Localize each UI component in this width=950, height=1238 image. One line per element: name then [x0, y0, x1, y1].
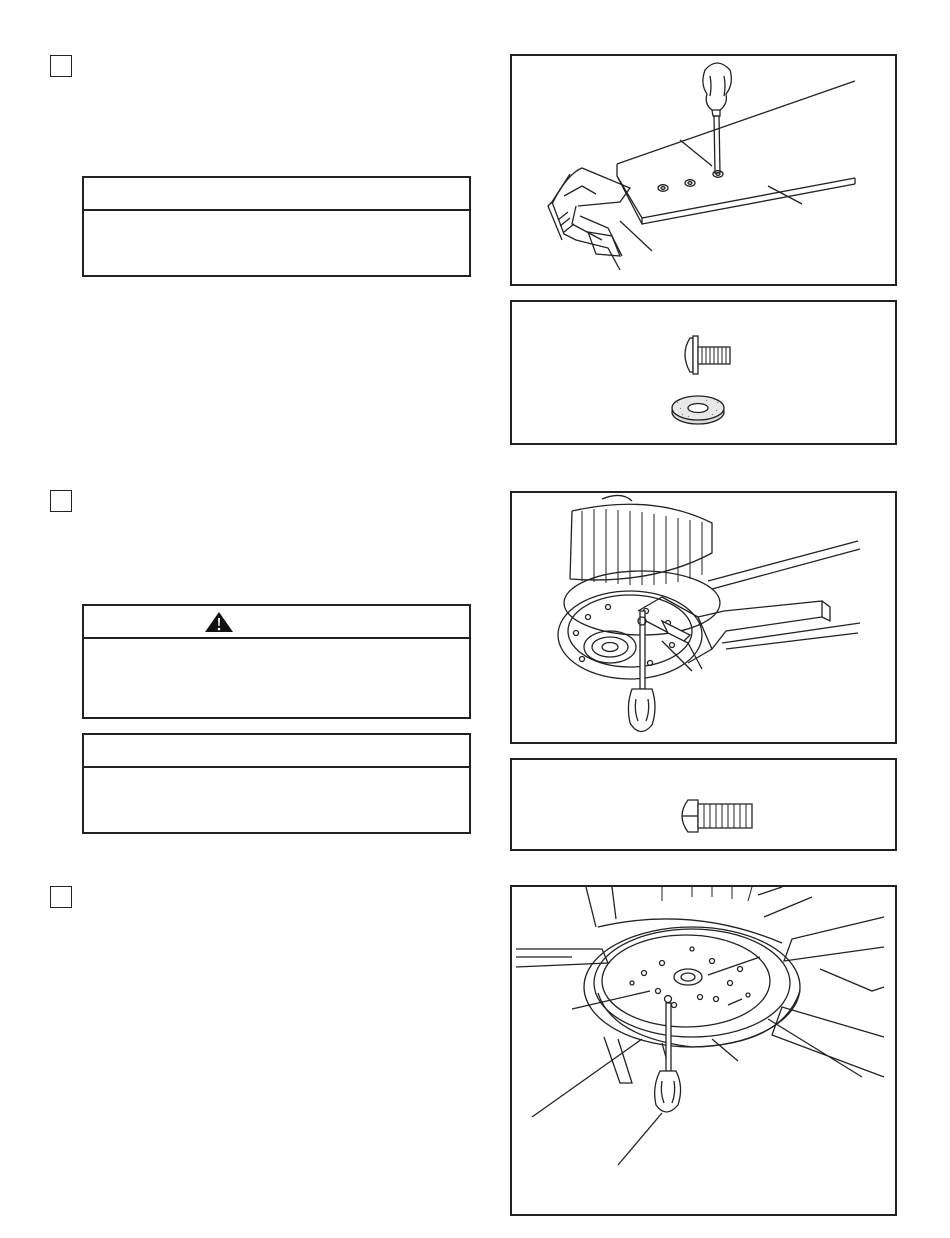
note-2-heading [84, 735, 469, 768]
step-1-number-box [50, 55, 72, 77]
figure-fan-underside [510, 885, 897, 1216]
step-3-number-box [50, 886, 72, 908]
warning-box [82, 604, 471, 719]
figure-blade-hardware [510, 300, 897, 445]
step-2-number-box [50, 490, 72, 512]
warning-triangle-icon [204, 611, 234, 633]
figure-motor-hardware [510, 758, 897, 851]
note-box-2 [82, 733, 471, 834]
note-1-heading [84, 178, 469, 211]
figure-motor-attachment [510, 491, 897, 744]
figure-blade-attachment [510, 54, 897, 286]
note-box-1 [82, 176, 471, 277]
warning-heading [84, 606, 469, 639]
